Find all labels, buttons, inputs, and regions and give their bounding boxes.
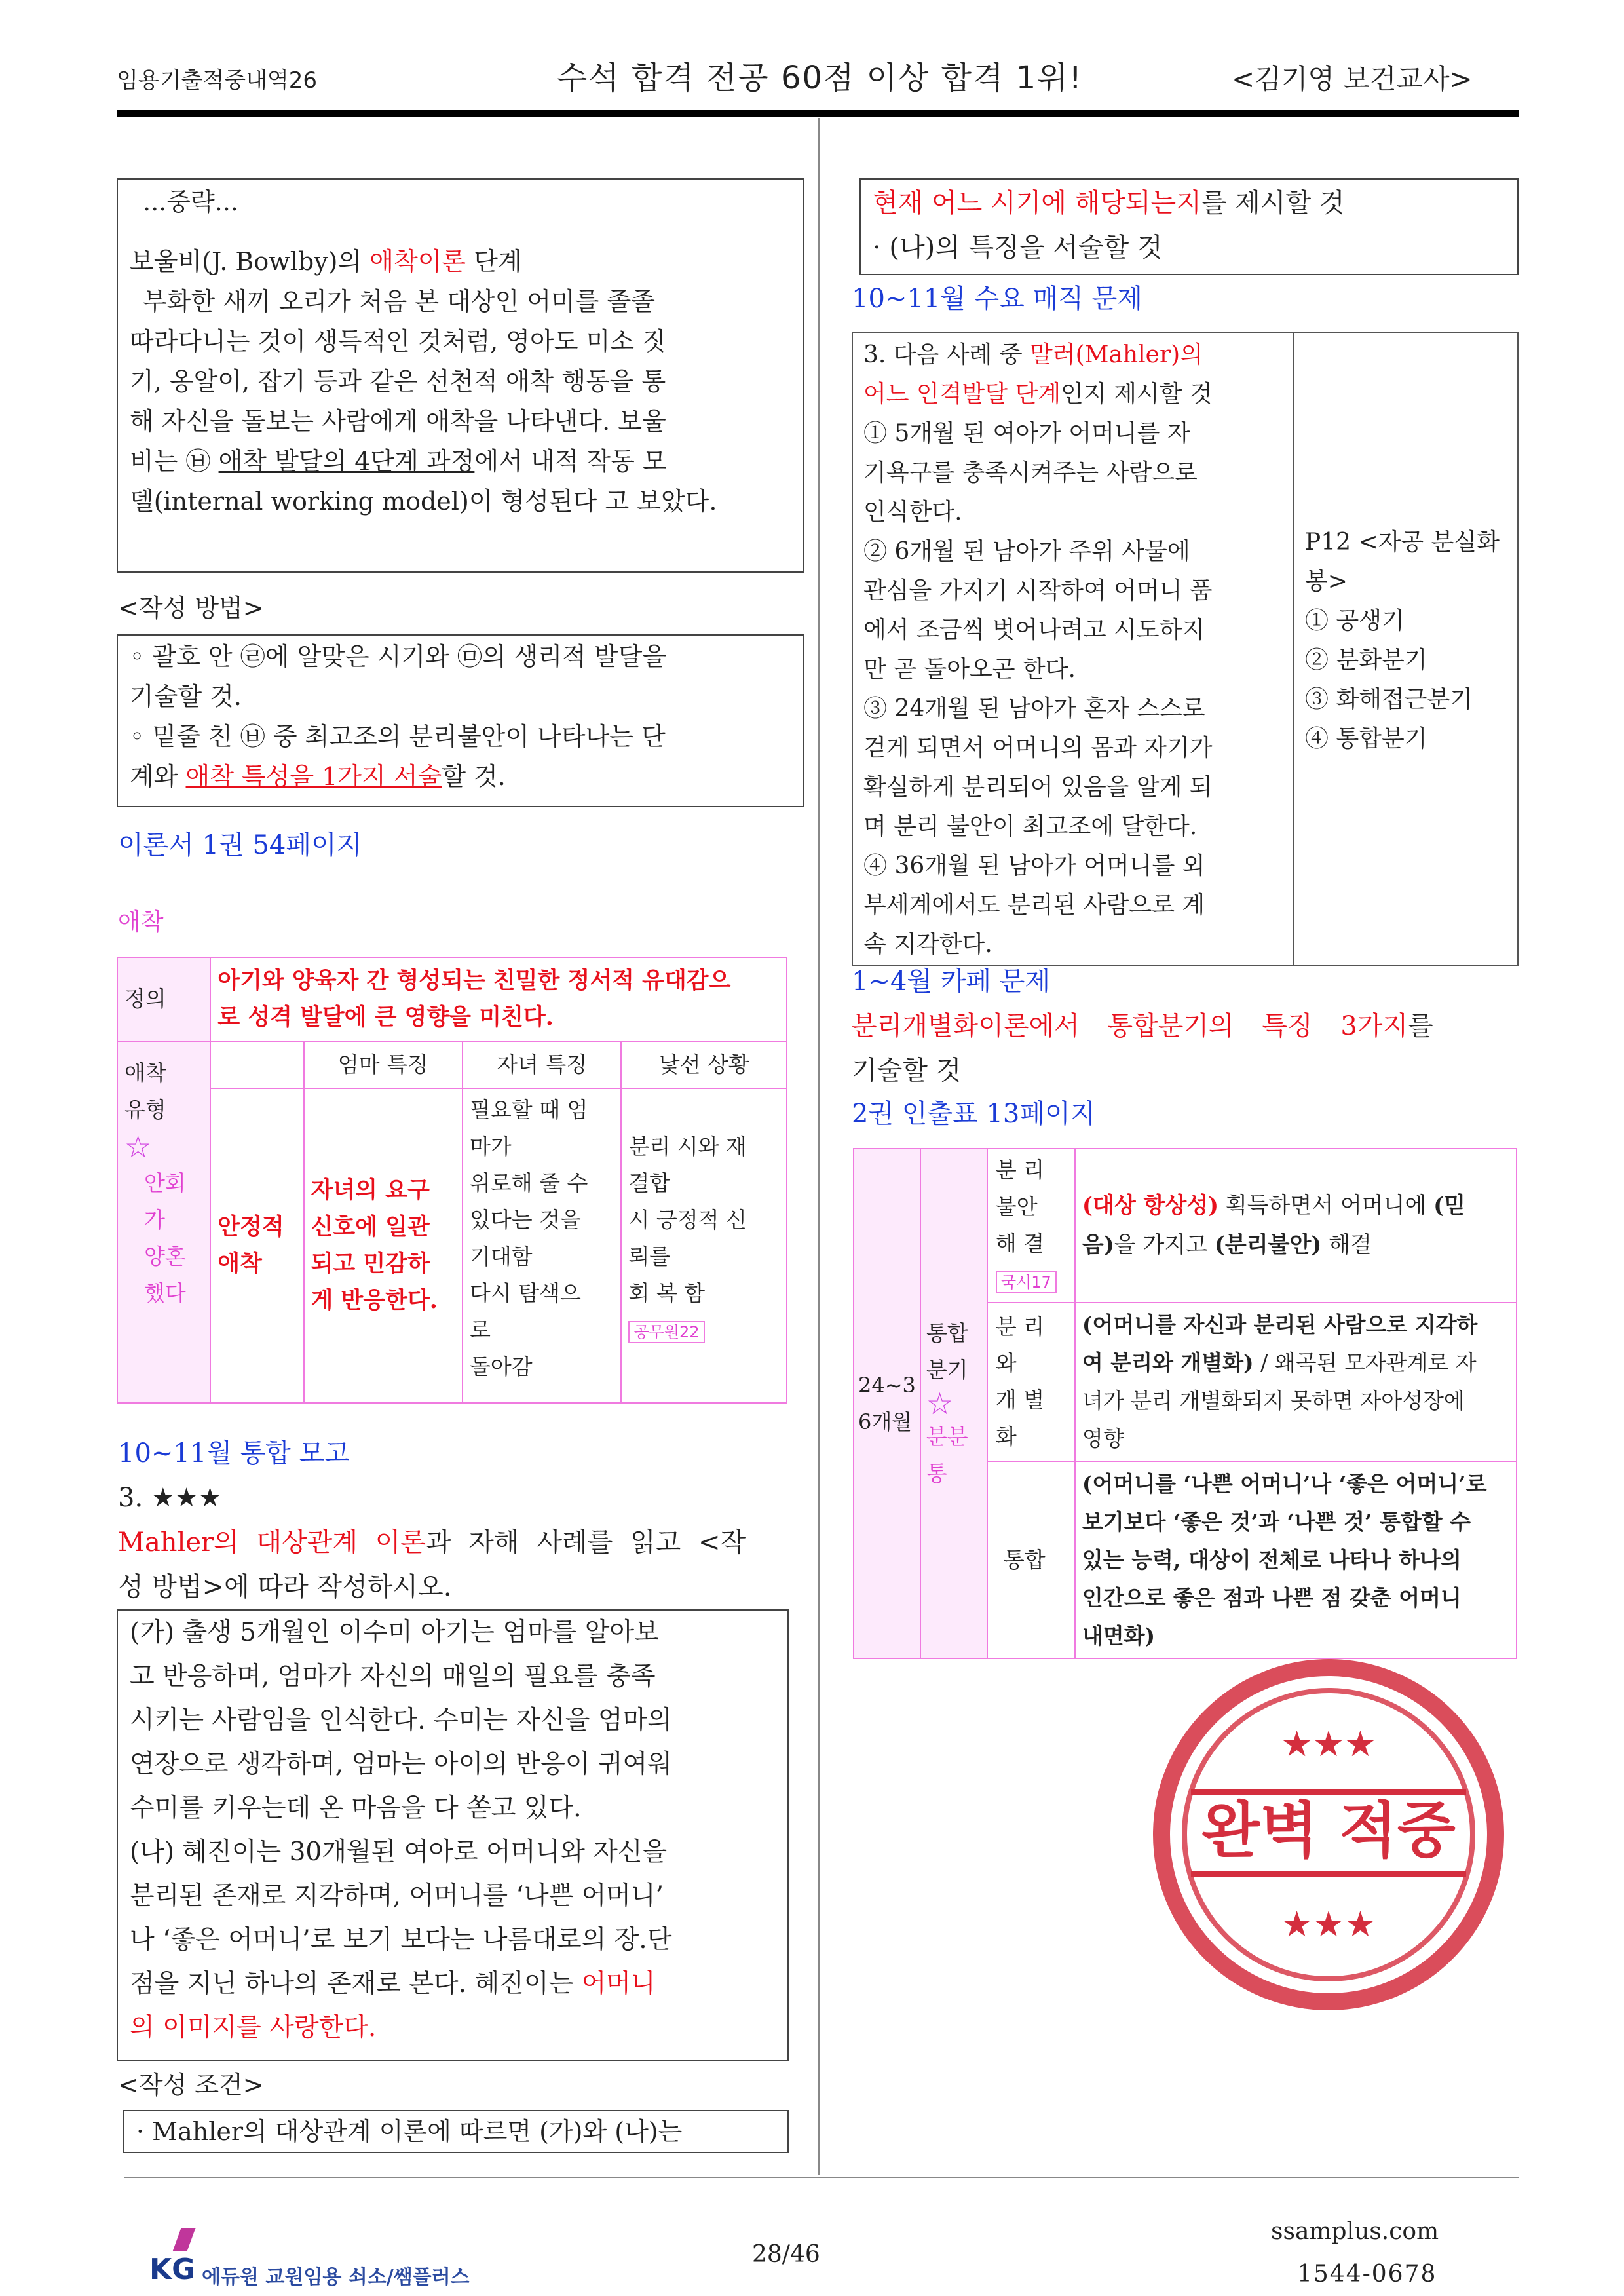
method-box (117, 634, 804, 807)
passage-line: 따라다니는 것이 생득적인 것처럼, 영아도 미소 짓 (130, 327, 666, 356)
ref-chart-page: 2권 인출표 13페이지 (852, 1099, 1096, 1129)
star-icon: ☆ (926, 1386, 954, 1421)
ref-theory-page: 이론서 1권 54페이지 (118, 830, 362, 860)
svg-text:★★★: ★★★ (1281, 1723, 1376, 1765)
header-author: <김기영 보건교사> (1232, 63, 1473, 95)
cafe-question: 분리개별화이론에서 통합분기의 특징 3가지를 (852, 1011, 1433, 1041)
mock-exam-title: 10~11월 통합 모고 (118, 1438, 350, 1468)
logo-kg: KG (149, 2253, 196, 2286)
logo-text: 에듀원 교원임용 쇠소/쌤플러스 (202, 2266, 470, 2289)
secure-type: 안정적 애착 (210, 1088, 303, 1403)
definition-label: 정의 (117, 957, 210, 1041)
header-rule (117, 110, 1519, 117)
answer-line: 봉> (1305, 568, 1348, 595)
answer-line: ② 분화분기 (1305, 647, 1427, 674)
header-title: 수석 합격 전공 60점 이상 합격 1위! (557, 60, 1083, 96)
question-number: 3. ★★★ (118, 1483, 222, 1513)
passage-line: 부화한 새끼 오리가 처음 본 대상인 어미를 졸졸 (143, 287, 656, 316)
col-header-strange: 낯선 상황 (621, 1041, 787, 1088)
q-item: 만 곧 돌아오곤 한다. (863, 656, 1076, 683)
answer-line: ④ 통합분기 (1305, 725, 1427, 752)
col-header-child: 자녀 특징 (463, 1041, 621, 1088)
question-prompt-2: 성 방법>에 따라 작성하시오. (118, 1572, 452, 1602)
stamp-icon (1152, 1658, 1505, 2012)
condition-title: <작성 조건> (118, 2071, 264, 2099)
q-item: 며 분리 불안이 최고조에 달한다. (863, 813, 1198, 840)
age-cell: 24~3 6개월 (854, 1149, 920, 1658)
perfect-hit-stamp (1152, 1658, 1505, 2012)
case-line: 점을 지닌 하나의 존재로 본다. 혜진이는 어머니 (130, 1969, 656, 1999)
q-item: 속 지각한다. (863, 931, 992, 958)
case-box (117, 1609, 789, 2061)
case-line: 연장으로 생각하며, 엄마는 아이의 반응이 귀여워 (130, 1750, 672, 1779)
exam-badge: 국시17 (996, 1271, 1057, 1293)
passage-line: 델(internal working model)이 형성된다 고 보았다. (130, 487, 717, 516)
cafe-question-2: 기술할 것 (852, 1056, 962, 1086)
q-line: 3. 다음 사례 중 말러(Mahler)의 (863, 341, 1203, 368)
footer-rule (124, 2177, 1519, 2178)
passage-line: 해 자신을 돌보는 사람에게 애착을 나타낸다. 보울 (130, 407, 666, 436)
answer-line: ③ 화해접근분기 (1305, 686, 1473, 713)
separation-table (853, 1148, 1517, 1659)
condition-box: · Mahler의 대상관계 이론에 따르면 (가)와 (나)는 (123, 2110, 789, 2153)
cond-line: · (나)의 특징을 서술할 것 (873, 233, 1163, 263)
question-prompt: Mahler의 대상관계 이론과 자해 사례를 읽고 <작 (118, 1527, 746, 1558)
answer-line: ① 공생기 (1305, 607, 1405, 634)
row1-text: (대상 항상성) 획득하면서 어머니에 (믿 음)을 가지고 (분리불안) 해결 (1075, 1149, 1517, 1303)
case-line: 고 반응하며, 엄마가 자신의 매일의 필요를 충족 (130, 1662, 656, 1691)
magic-problem-title: 10~11월 수요 매직 문제 (852, 284, 1142, 314)
svg-text:★★★: ★★★ (1281, 1904, 1376, 1945)
blank-header (210, 1041, 303, 1088)
case-line: 나 ‘좋은 어머니’로 보기 보다는 나름대로의 장.단 (130, 1925, 672, 1955)
q-item: 인식한다. (863, 499, 962, 526)
row1-label: 분 리 불안 해 결 국시17 (987, 1149, 1075, 1303)
q-line: 어느 인격발달 단계인지 제시할 것 (863, 381, 1213, 408)
q-item: 걷게 되면서 어머니의 몸과 자기가 (863, 735, 1213, 761)
attachment-table (117, 957, 787, 1404)
passage-ellipsis: ...중략... (143, 187, 238, 216)
definition-text: 아기와 양육자 간 형성되는 친밀한 정서적 유대감으 로 성격 발달에 큰 영향을 미친다. (210, 957, 787, 1041)
logo-mark-icon (172, 2228, 195, 2251)
strange-situation: 분리 시와 재 결합 시 긍정적 신 뢰를 회 복 함 공무원22 (621, 1088, 787, 1403)
stage-note: 분분 (926, 1424, 968, 1449)
passage-box (117, 178, 804, 573)
case-line: 분리된 존재로 지각하며, 어머니를 ‘나쁜 어머니’ (130, 1881, 664, 1911)
child-feature: 필요할 때 엄 마가 위로해 줄 수 있다는 것을 기대함 다시 탐색으 로 돌아감 (463, 1088, 621, 1403)
star-icon: ☆ (124, 1129, 152, 1164)
case-line: (가) 출생 5개월인 이수미 아기는 엄마를 알아보 (130, 1618, 659, 1647)
q-item: ① 5개월 된 여아가 어머니를 자 (863, 420, 1190, 447)
row2-text: (어머니를 자신과 분리된 사람으로 지각하 여 분리와 개별화) / 왜곡된 모자관계로 자 녀가 분리 개별화되지 못하면 자아성장에 영향 (1075, 1303, 1517, 1462)
condition-box-cont (859, 178, 1519, 275)
attachment-heading: 애착 (118, 909, 164, 936)
row2-label: 분 리 와 개 별 화 (987, 1303, 1075, 1462)
stamp-text: 완벽 적중 (1201, 1795, 1456, 1866)
site-url[interactable]: ssamplus.com (1271, 2218, 1439, 2245)
passage-heading: 보울비(J. Bowlby)의 애착이론 단계 (130, 247, 522, 276)
answer-line: P12 <자공 분실화 (1305, 529, 1500, 556)
case-line: 수미를 키우는데 온 마음을 다 쏟고 있다. (130, 1793, 582, 1823)
case-line: 의 이미지를 사랑한다. (130, 2013, 377, 2042)
q-item: 확실하게 분리되어 있음을 알게 되 (863, 774, 1213, 801)
side-note: 안회 가 양혼 했다 (144, 1170, 186, 1306)
method-title: <작성 방법> (118, 594, 264, 622)
q-item: 기욕구를 충족시켜주는 사람으로 (863, 459, 1198, 486)
q-item: ② 6개월 된 남아가 주위 사물에 (863, 538, 1190, 565)
column-divider (818, 118, 820, 2175)
mahler-question (852, 332, 1294, 965)
method-line: 기술할 것. (130, 682, 242, 711)
q-item: 관심을 가지기 시작하여 어머니 품 (863, 577, 1213, 604)
stage-cell: 통합 분기 ☆ 분분 통 (920, 1149, 987, 1658)
q-item: 에서 조금씩 벗어나려고 시도하지 (863, 617, 1205, 643)
method-line: ◦ 밑줄 친 ㉥ 중 최고조의 분리불안이 나타나는 단 (130, 722, 666, 751)
col-header-mom: 엄마 특징 (304, 1041, 463, 1088)
mom-feature: 자녀의 요구 신호에 일관 되고 민감하 게 반응한다. (304, 1088, 463, 1403)
exam-badge: 공무원22 (628, 1321, 704, 1343)
phone-number: 1544-0678 (1297, 2261, 1437, 2287)
passage-line: 비는 ㉥ 애착 발달의 4단계 과정에서 내적 작동 모 (130, 447, 667, 476)
mahler-question-table (852, 332, 1519, 966)
q-item: 부세계에서도 분리된 사람으로 계 (863, 892, 1205, 919)
stage-note: 통 (926, 1461, 947, 1486)
mahler-answer (1294, 332, 1518, 965)
case-line: (나) 혜진이는 30개월된 여아로 어머니와 자신을 (130, 1837, 668, 1867)
cafe-problem-title: 1~4월 카페 문제 (852, 966, 1051, 997)
attachment-type-label: 애착 유형 ☆ 안회 가 양혼 했다 (117, 1041, 210, 1403)
header-left: 임용기출적중내역26 (117, 67, 318, 94)
page-number: 28/46 (752, 2241, 820, 2268)
method-line: ◦ 괄호 안 ㉣에 알맞은 시기와 ㉤의 생리적 발달을 (130, 642, 667, 671)
q-item: ④ 36개월 된 남아가 어머니를 외 (863, 852, 1205, 879)
row3-text: (어머니를 ‘나쁜 어머니’나 ‘좋은 어머니’로 보기보다 ‘좋은 것’과 ‘나쁜 것’ 통합할 수 있는 능력, 대상이 전체로 나타나 하나의 인간으로 좋은 점과 나쁜 점 갖춘 어머니 내면화) (1075, 1461, 1517, 1658)
case-line: 시키는 사람임을 인식한다. 수미는 자신을 엄마의 (130, 1706, 672, 1735)
method-line: 계와 애착 특성을 1가지 서술할 것. (130, 762, 506, 791)
q-item: ③ 24개월 된 남아가 혼자 스스로 (863, 695, 1205, 722)
row3-label: 통합 (987, 1461, 1075, 1658)
cond-line: 현재 어느 시기에 해당되는지를 제시할 것 (873, 188, 1345, 218)
passage-line: 기, 옹알이, 잡기 등과 같은 선천적 애착 행동을 통 (130, 367, 666, 396)
